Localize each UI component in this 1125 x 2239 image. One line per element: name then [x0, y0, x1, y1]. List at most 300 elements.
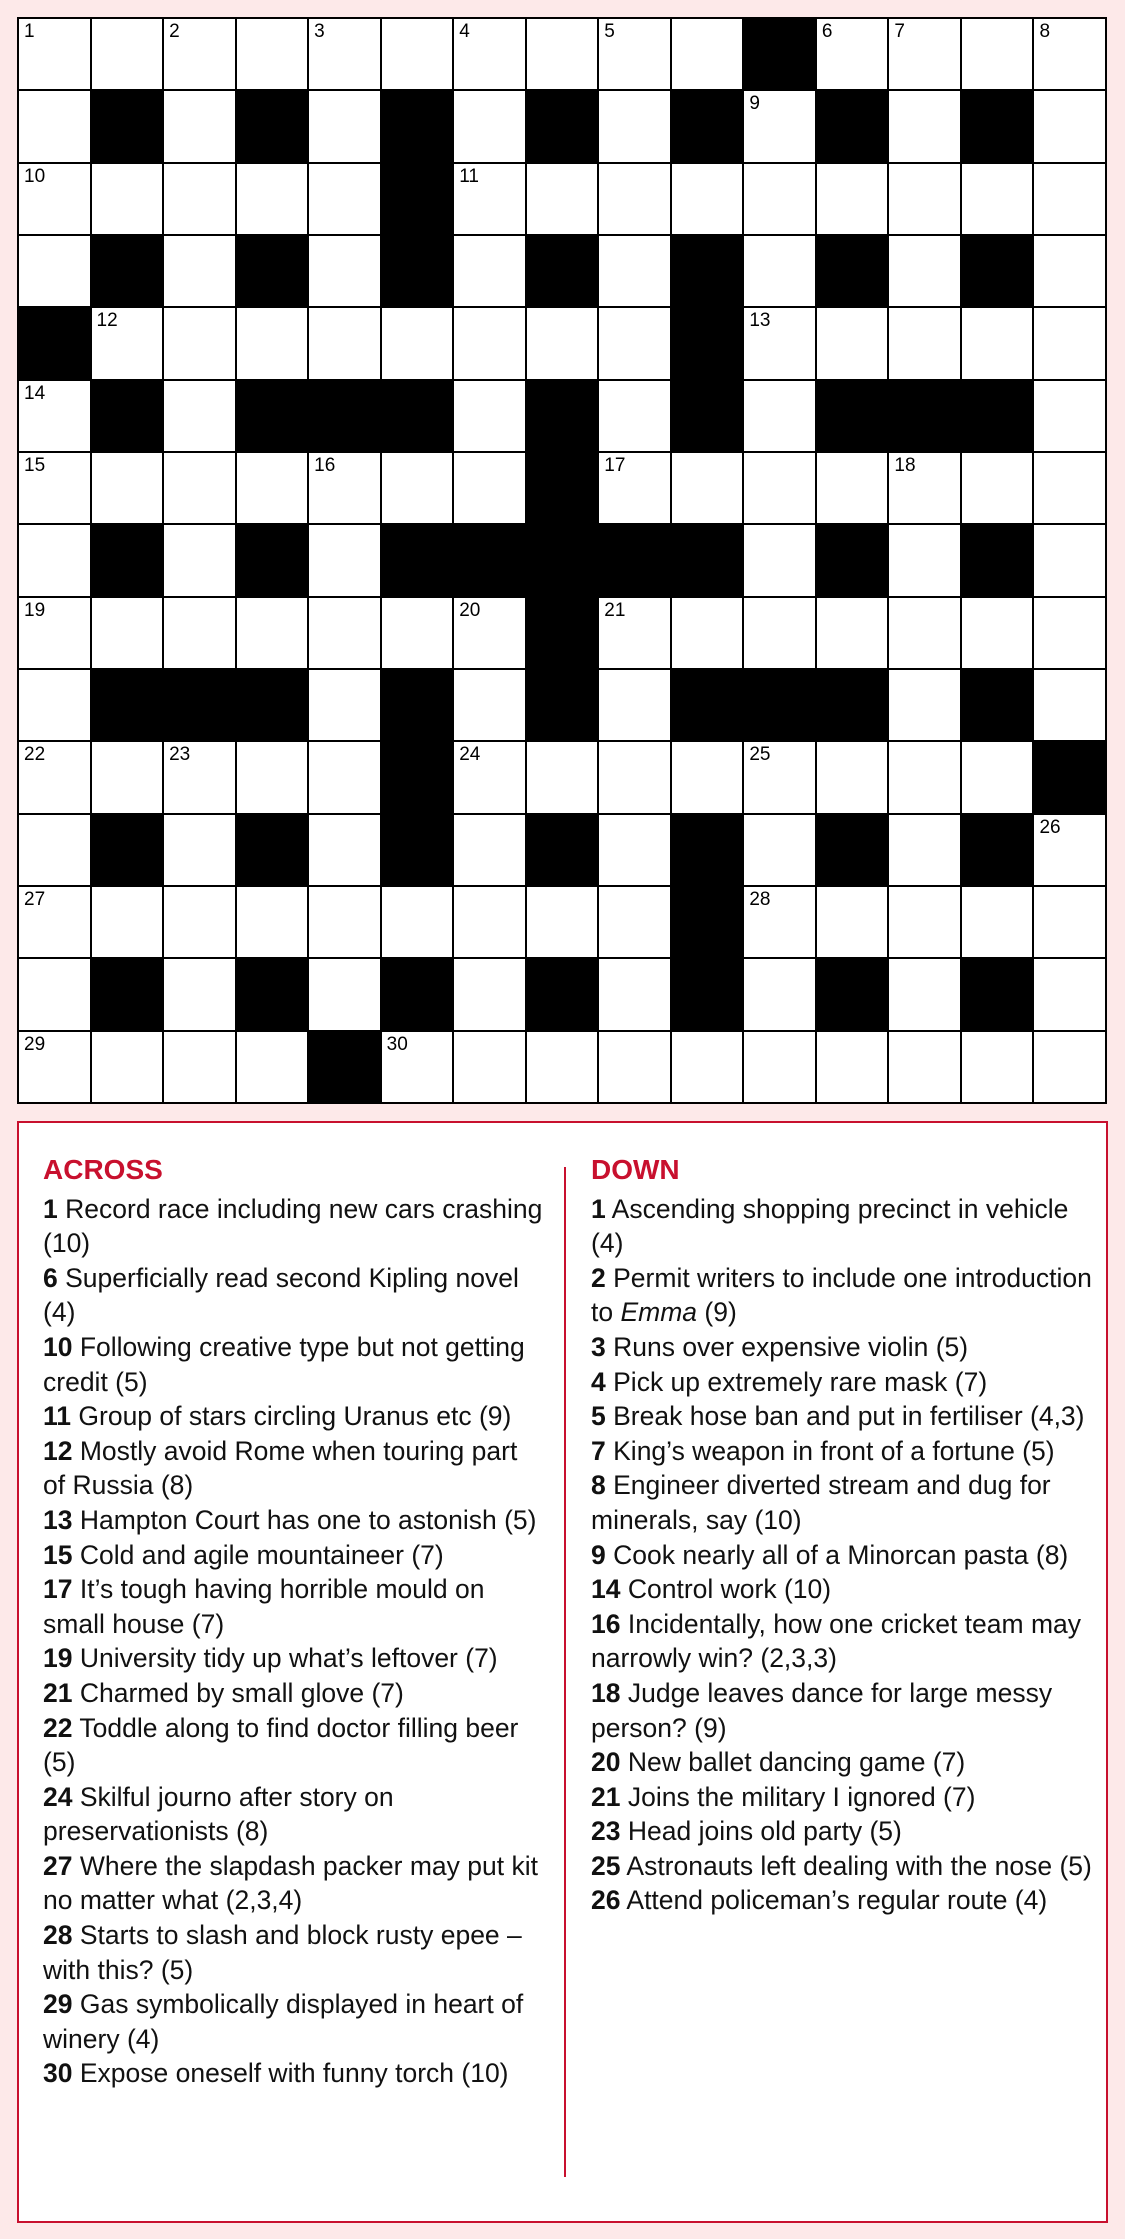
- clue-number: 27: [24, 889, 46, 910]
- grid-cell[interactable]: [19, 598, 90, 668]
- black-square: [92, 670, 163, 740]
- grid-cell[interactable]: [1034, 670, 1105, 740]
- black-square: [672, 236, 743, 306]
- clue-number: 16: [314, 455, 336, 476]
- grid-cell[interactable]: [599, 959, 670, 1029]
- down-clue: [591, 1468, 1096, 1537]
- clue-number: 24: [43, 1781, 73, 1812]
- grid-cell[interactable]: [309, 887, 380, 957]
- grid-cell[interactable]: [454, 742, 525, 812]
- grid-cell[interactable]: [19, 670, 90, 740]
- down-clue: [591, 1676, 1096, 1745]
- clue-number: 7: [894, 21, 905, 42]
- grid-cell[interactable]: [309, 525, 380, 595]
- black-square: [817, 381, 888, 451]
- black-square: [237, 670, 308, 740]
- grid-cell[interactable]: [164, 19, 235, 89]
- grid-cell[interactable]: [744, 236, 815, 306]
- grid-cell[interactable]: [309, 308, 380, 378]
- across-clue: [43, 1987, 543, 2056]
- grid-cell[interactable]: [19, 959, 90, 1029]
- clue-number: 9: [591, 1539, 606, 1570]
- black-square: [817, 91, 888, 161]
- grid-cell[interactable]: [889, 1032, 960, 1102]
- grid-cell[interactable]: [454, 164, 525, 234]
- clue-text: Expose oneself with funny torch (10): [79, 2058, 509, 2089]
- clue-text: Runs over expensive violin (5): [613, 1331, 969, 1362]
- grid-cell[interactable]: [164, 381, 235, 451]
- grid-cell[interactable]: [889, 164, 960, 234]
- clue-number: 4: [591, 1366, 606, 1397]
- grid-cell[interactable]: [889, 236, 960, 306]
- grid-cell[interactable]: [454, 381, 525, 451]
- clue-text: Ascending shopping precinct in vehicle (4): [591, 1193, 1069, 1259]
- grid-cell[interactable]: [19, 91, 90, 161]
- clue-text: Joins the military I ignored (7): [627, 1781, 976, 1812]
- clue-number: 6: [43, 1262, 58, 1293]
- clue-text: Gas symbolically displayed in heart of winery (4): [43, 1989, 524, 2054]
- black-square: [599, 525, 670, 595]
- black-square: [309, 1032, 380, 1102]
- black-square: [92, 381, 163, 451]
- black-square: [744, 19, 815, 89]
- clue-number: 10: [43, 1331, 73, 1362]
- black-square: [382, 815, 453, 885]
- clue-text: Superficially read second Kipling novel (4): [43, 1262, 519, 1328]
- grid-cell[interactable]: [92, 19, 163, 89]
- grid-cell[interactable]: [92, 887, 163, 957]
- black-square: [382, 670, 453, 740]
- grid-cell[interactable]: [237, 887, 308, 957]
- down-clues: [591, 1153, 1096, 1918]
- grid-cell[interactable]: [962, 19, 1033, 89]
- clue-text: University tidy up what’s leftover (7): [79, 1643, 498, 1674]
- clue-number: 19: [43, 1643, 73, 1674]
- grid-cell[interactable]: [527, 19, 598, 89]
- clue-number: 29: [43, 1989, 73, 2020]
- grid-cell[interactable]: [92, 742, 163, 812]
- down-clue: [591, 1849, 1096, 1884]
- grid-cell[interactable]: [889, 453, 960, 523]
- grid-cell[interactable]: [672, 19, 743, 89]
- grid-cell[interactable]: [1034, 815, 1105, 885]
- black-square: [237, 525, 308, 595]
- grid-cell[interactable]: [164, 598, 235, 668]
- grid-cell[interactable]: [817, 308, 888, 378]
- grid-cell[interactable]: [454, 670, 525, 740]
- clue-number: 16: [591, 1608, 621, 1639]
- grid-cell[interactable]: [164, 742, 235, 812]
- across-clue: [43, 1676, 543, 1711]
- grid-cell[interactable]: [599, 598, 670, 668]
- grid-cell[interactable]: [19, 1032, 90, 1102]
- grid-cell[interactable]: [889, 91, 960, 161]
- across-clue: [43, 1192, 543, 1261]
- grid-cell[interactable]: [599, 236, 670, 306]
- grid-cell[interactable]: [92, 1032, 163, 1102]
- clue-number: 21: [591, 1781, 621, 1812]
- clue-number: 12: [96, 310, 118, 332]
- grid-cell[interactable]: [1034, 887, 1105, 957]
- clue-text: Skilful journo after story on preservationists (8): [43, 1781, 394, 1847]
- clue-text: Judge leaves dance for large messy person? (9): [591, 1677, 1053, 1743]
- grid-cell[interactable]: [382, 598, 453, 668]
- across-clue: [43, 1261, 543, 1330]
- grid-cell[interactable]: [454, 1032, 525, 1102]
- clue-text: Attend policeman’s regular route (4): [626, 1885, 1048, 1916]
- grid-cell[interactable]: [817, 742, 888, 812]
- grid-cell[interactable]: [164, 91, 235, 161]
- grid-cell[interactable]: [454, 887, 525, 957]
- grid-cell[interactable]: [1034, 381, 1105, 451]
- black-square: [382, 236, 453, 306]
- clue-text: Astronauts left dealing with the nose (5): [626, 1850, 1092, 1881]
- grid-cell[interactable]: [889, 19, 960, 89]
- grid-cell[interactable]: [1034, 525, 1105, 595]
- black-square: [237, 381, 308, 451]
- clue-number: 17: [604, 455, 626, 476]
- grid-cell[interactable]: [19, 815, 90, 885]
- grid-cell[interactable]: [164, 453, 235, 523]
- black-square: [527, 815, 598, 885]
- grid-cell[interactable]: [962, 598, 1033, 668]
- grid-cell[interactable]: [454, 815, 525, 885]
- clue-text: Cold and agile mountaineer (7): [79, 1539, 444, 1570]
- grid-cell[interactable]: [164, 887, 235, 957]
- black-square: [672, 887, 743, 957]
- grid-cell[interactable]: [1034, 453, 1105, 523]
- down-clue: [591, 1745, 1096, 1780]
- grid-cell[interactable]: [454, 91, 525, 161]
- grid-cell[interactable]: [599, 91, 670, 161]
- grid-cell[interactable]: [962, 453, 1033, 523]
- grid-cell[interactable]: [19, 453, 90, 523]
- grid-cell[interactable]: [164, 308, 235, 378]
- grid-cell[interactable]: [454, 453, 525, 523]
- grid-cell[interactable]: [92, 308, 163, 378]
- across-clue: [43, 2056, 543, 2091]
- clue-number: 3: [591, 1331, 606, 1362]
- clue-number: 21: [43, 1677, 73, 1708]
- grid-cell[interactable]: [889, 308, 960, 378]
- grid-cell[interactable]: [1034, 959, 1105, 1029]
- grid-cell[interactable]: [309, 236, 380, 306]
- grid-cell[interactable]: [164, 525, 235, 595]
- clue-number: 4: [459, 21, 470, 42]
- grid-cell[interactable]: [889, 525, 960, 595]
- black-square: [237, 959, 308, 1029]
- down-clue: [591, 1883, 1096, 1918]
- grid-cell[interactable]: [817, 19, 888, 89]
- grid-cell[interactable]: [817, 453, 888, 523]
- grid-cell[interactable]: [92, 598, 163, 668]
- clue-number: 30: [43, 2058, 73, 2089]
- black-square: [527, 670, 598, 740]
- grid-cell[interactable]: [599, 815, 670, 885]
- grid-cell[interactable]: [599, 742, 670, 812]
- grid-cell[interactable]: [889, 815, 960, 885]
- down-clue: [591, 1814, 1096, 1849]
- grid-cell[interactable]: [237, 598, 308, 668]
- clue-text: Head joins old party (5): [627, 1816, 902, 1847]
- grid-cell[interactable]: [672, 598, 743, 668]
- grid-cell[interactable]: [454, 19, 525, 89]
- grid-cell[interactable]: [19, 742, 90, 812]
- grid-cell[interactable]: [744, 164, 815, 234]
- grid-cell[interactable]: [744, 91, 815, 161]
- grid-cell[interactable]: [527, 742, 598, 812]
- grid-cell[interactable]: [309, 742, 380, 812]
- down-heading: DOWN: [591, 1154, 680, 1185]
- clue-number: 12: [43, 1435, 73, 1466]
- grid-cell[interactable]: [19, 236, 90, 306]
- black-square: [527, 525, 598, 595]
- grid-cell[interactable]: [164, 236, 235, 306]
- clue-number: 14: [591, 1574, 621, 1605]
- black-square: [92, 236, 163, 306]
- black-square: [382, 164, 453, 234]
- down-clue: [591, 1607, 1096, 1676]
- grid-cell[interactable]: [164, 164, 235, 234]
- clue-number: 15: [43, 1539, 73, 1570]
- across-clue: [43, 1330, 543, 1399]
- across-clue: [43, 1434, 543, 1503]
- grid-cell[interactable]: [237, 19, 308, 89]
- grid-cell[interactable]: [889, 887, 960, 957]
- black-square: [962, 525, 1033, 595]
- grid-cell[interactable]: [599, 1032, 670, 1102]
- clues-panel: [17, 1121, 1108, 2223]
- black-square: [527, 91, 598, 161]
- clue-number: 25: [591, 1850, 621, 1881]
- black-square: [817, 959, 888, 1029]
- grid-cell[interactable]: [744, 815, 815, 885]
- grid-cell[interactable]: [672, 1032, 743, 1102]
- grid-cell[interactable]: [744, 453, 815, 523]
- grid-cell[interactable]: [599, 19, 670, 89]
- grid-cell[interactable]: [889, 598, 960, 668]
- clue-text: Toddle along to find doctor filling beer (5): [43, 1712, 519, 1778]
- across-clue: [43, 1572, 543, 1641]
- grid-cell[interactable]: [744, 742, 815, 812]
- black-square: [92, 815, 163, 885]
- grid-cell[interactable]: [164, 959, 235, 1029]
- clue-number: 21: [604, 599, 626, 621]
- clue-number: 2: [591, 1262, 606, 1293]
- clue-number: 13: [749, 310, 771, 332]
- down-clue: [591, 1330, 1096, 1365]
- clue-number: 26: [1039, 816, 1061, 838]
- grid-cell[interactable]: [92, 164, 163, 234]
- black-square: [164, 670, 235, 740]
- clue-number: 5: [604, 21, 615, 42]
- grid-cell[interactable]: [599, 887, 670, 957]
- grid-cell[interactable]: [382, 308, 453, 378]
- down-clue: [591, 1572, 1096, 1607]
- grid-cell[interactable]: [527, 887, 598, 957]
- grid-cell[interactable]: [382, 887, 453, 957]
- grid-cell[interactable]: [889, 959, 960, 1029]
- grid-cell[interactable]: [309, 453, 380, 523]
- down-clue: [591, 1261, 1096, 1330]
- grid-cell[interactable]: [19, 525, 90, 595]
- clue-number: 29: [24, 1033, 46, 1055]
- black-square: [672, 308, 743, 378]
- clue-number: 30: [386, 1033, 408, 1055]
- across-clue: [43, 1641, 543, 1676]
- clue-text: Charmed by small glove (7): [79, 1677, 404, 1708]
- clue-text: Mostly avoid Rome when touring part of Russia (8): [43, 1435, 518, 1501]
- clue-text: Incidentally, how one cricket team may narrowly win? (2,3,3): [591, 1608, 1082, 1674]
- grid-cell[interactable]: [962, 742, 1033, 812]
- clue-number: 22: [43, 1712, 73, 1743]
- grid-cell[interactable]: [744, 308, 815, 378]
- clue-number: 2: [169, 21, 180, 42]
- grid-cell[interactable]: [454, 598, 525, 668]
- grid-cell[interactable]: [1034, 91, 1105, 161]
- clue-number: 1: [43, 1193, 58, 1224]
- grid-cell[interactable]: [527, 308, 598, 378]
- clue-text: Group of stars circling Uranus etc (9): [78, 1401, 512, 1432]
- grid-cell[interactable]: [1034, 308, 1105, 378]
- clue-number: 7: [591, 1435, 606, 1466]
- black-square: [527, 598, 598, 668]
- black-square: [817, 670, 888, 740]
- clue-number: 19: [24, 599, 46, 621]
- black-square: [527, 453, 598, 523]
- clue-text: It’s tough having horrible mould on small house (7): [43, 1574, 485, 1639]
- clue-enumeration: (9): [697, 1297, 737, 1328]
- grid-cell[interactable]: [237, 308, 308, 378]
- grid-cell[interactable]: [817, 164, 888, 234]
- down-clue: [591, 1365, 1096, 1400]
- black-square: [817, 525, 888, 595]
- clue-italic-text: Emma: [620, 1297, 698, 1328]
- grid-cell[interactable]: [309, 670, 380, 740]
- clue-number: 23: [169, 744, 191, 766]
- black-square: [527, 236, 598, 306]
- grid-cell[interactable]: [237, 453, 308, 523]
- grid-cell[interactable]: [962, 887, 1033, 957]
- grid-cell[interactable]: [1034, 598, 1105, 668]
- black-square: [382, 959, 453, 1029]
- grid-cell[interactable]: [309, 959, 380, 1029]
- down-clue: [591, 1434, 1096, 1469]
- grid-cell[interactable]: [1034, 1032, 1105, 1102]
- grid-cell[interactable]: [19, 887, 90, 957]
- across-clue: [43, 1503, 543, 1538]
- grid-cell[interactable]: [599, 308, 670, 378]
- grid-cell[interactable]: [744, 598, 815, 668]
- clue-number: 17: [43, 1574, 73, 1605]
- black-square: [382, 91, 453, 161]
- grid-cell[interactable]: [1034, 164, 1105, 234]
- grid-cell[interactable]: [454, 959, 525, 1029]
- clue-number: 28: [43, 1920, 73, 1951]
- black-square: [19, 308, 90, 378]
- black-square: [672, 525, 743, 595]
- grid-cell[interactable]: [1034, 236, 1105, 306]
- grid-cell[interactable]: [962, 308, 1033, 378]
- grid-cell[interactable]: [309, 91, 380, 161]
- grid-cell[interactable]: [817, 598, 888, 668]
- down-clue: [591, 1538, 1096, 1573]
- grid-cell[interactable]: [962, 164, 1033, 234]
- grid-cell[interactable]: [817, 887, 888, 957]
- grid-cell[interactable]: [237, 164, 308, 234]
- grid-cell[interactable]: [744, 887, 815, 957]
- grid-cell[interactable]: [164, 1032, 235, 1102]
- black-square: [672, 815, 743, 885]
- grid-cell[interactable]: [92, 453, 163, 523]
- clue-number: 10: [24, 165, 46, 187]
- grid-cell[interactable]: [599, 381, 670, 451]
- grid-cell[interactable]: [527, 164, 598, 234]
- grid-cell[interactable]: [599, 453, 670, 523]
- clue-number: 1: [591, 1193, 606, 1224]
- grid-cell[interactable]: [309, 164, 380, 234]
- grid-cell[interactable]: [1034, 19, 1105, 89]
- grid-cell[interactable]: [309, 598, 380, 668]
- grid-cell[interactable]: [309, 19, 380, 89]
- down-clue: [591, 1192, 1096, 1261]
- black-square: [962, 381, 1033, 451]
- grid-cell[interactable]: [309, 815, 380, 885]
- grid-cell[interactable]: [817, 1032, 888, 1102]
- grid-cell[interactable]: [454, 236, 525, 306]
- grid-cell[interactable]: [454, 308, 525, 378]
- black-square: [237, 815, 308, 885]
- clue-number: 22: [24, 744, 46, 766]
- grid-cell[interactable]: [599, 164, 670, 234]
- grid-cell[interactable]: [889, 742, 960, 812]
- black-square: [962, 815, 1033, 885]
- grid-cell[interactable]: [599, 670, 670, 740]
- down-clue: [591, 1780, 1096, 1815]
- clue-text: Following creative type but not getting credit (5): [43, 1331, 525, 1397]
- grid-cell[interactable]: [382, 453, 453, 523]
- grid-cell[interactable]: [672, 742, 743, 812]
- clue-text: Control work (10): [627, 1574, 832, 1605]
- black-square: [92, 959, 163, 1029]
- black-square: [309, 381, 380, 451]
- grid-cell[interactable]: [744, 525, 815, 595]
- clue-number: 24: [459, 744, 481, 766]
- grid-cell[interactable]: [672, 453, 743, 523]
- grid-cell[interactable]: [744, 1032, 815, 1102]
- grid-cell[interactable]: [237, 1032, 308, 1102]
- black-square: [744, 670, 815, 740]
- black-square: [672, 91, 743, 161]
- grid-cell[interactable]: [19, 19, 90, 89]
- grid-cell[interactable]: [382, 1032, 453, 1102]
- grid-cell[interactable]: [237, 742, 308, 812]
- grid-cell[interactable]: [382, 19, 453, 89]
- grid-cell[interactable]: [672, 164, 743, 234]
- grid-cell[interactable]: [19, 164, 90, 234]
- clue-number: 11: [459, 165, 479, 187]
- grid-cell[interactable]: [744, 381, 815, 451]
- black-square: [382, 742, 453, 812]
- grid-cell[interactable]: [889, 670, 960, 740]
- grid-cell[interactable]: [19, 381, 90, 451]
- grid-cell[interactable]: [744, 959, 815, 1029]
- grid-cell[interactable]: [527, 1032, 598, 1102]
- clue-number: 18: [591, 1677, 621, 1708]
- grid-cell[interactable]: [962, 1032, 1033, 1102]
- clue-text: Hampton Court has one to astonish (5): [79, 1504, 537, 1535]
- grid-cell[interactable]: [164, 815, 235, 885]
